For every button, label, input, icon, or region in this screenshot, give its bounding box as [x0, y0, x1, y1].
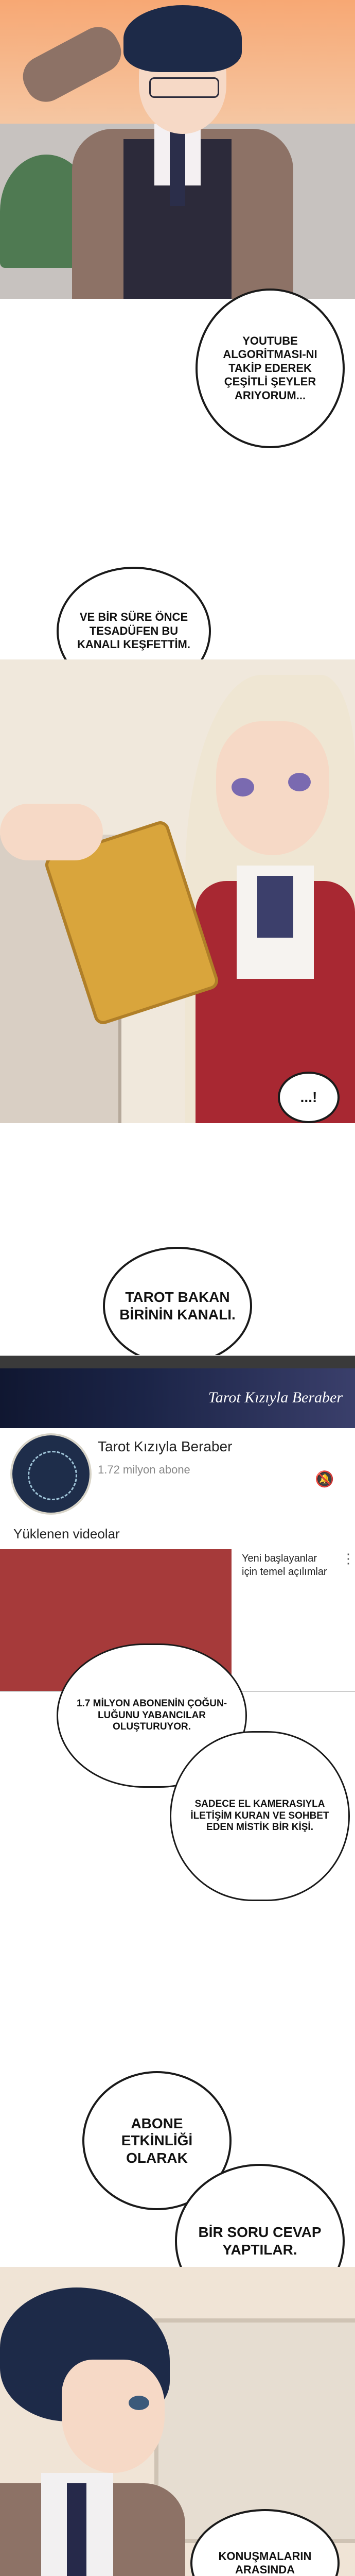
girl-eye-right — [288, 773, 311, 791]
girl-eye-left — [232, 778, 254, 796]
speech-bubble-4 — [103, 1247, 252, 1365]
more-vertical-icon[interactable]: ⋮ — [342, 1551, 355, 1566]
channel-banner — [0, 1368, 355, 1428]
banner-text: Tarot Kızıyla Beraber — [208, 1389, 343, 1406]
speech-text: BİR SORU CEVAP YAPTILAR. — [198, 2224, 322, 2258]
youtube-screen — [0, 1355, 355, 1692]
speech-bubble-1 — [196, 289, 345, 448]
girl-bow — [257, 876, 293, 938]
glasses-icon — [149, 77, 219, 98]
video-title[interactable]: Yeni başlayanlar için temel açılımlar — [242, 1553, 327, 1578]
character-arm — [16, 20, 129, 109]
speech-text: ABONE ETKİNLİĞİ OLARAK — [121, 2115, 193, 2166]
tarot-emblem-icon[interactable] — [10, 1433, 92, 1515]
panel-1 — [0, 0, 355, 299]
section-label: Yüklenen videolar — [13, 1526, 120, 1541]
subscriber-count: 1.72 milyon abone — [98, 1463, 190, 1476]
bell-off-icon[interactable]: 🔕 — [315, 1471, 334, 1488]
hand-holding-tablet — [0, 804, 103, 860]
speech-text: TAROT BAKAN BİRİNİN KANALI. — [119, 1289, 236, 1323]
boy-tie — [67, 2483, 86, 2576]
boy-eye — [129, 2396, 149, 2410]
panel-2 — [0, 659, 355, 1123]
character-hair — [123, 5, 242, 72]
character-tie — [170, 129, 185, 206]
speech-text: ...! — [300, 1089, 317, 1106]
boy-face — [62, 2360, 165, 2473]
speech-text: YOUTUBE ALGORİTMASI-NI TAKİP EDEREK ÇEŞİTLİ ŞEYLER ARIYORUM... — [223, 334, 317, 402]
caption-box-6 — [170, 1731, 350, 1901]
status-bar — [0, 1356, 355, 1368]
speech-text: KONUŞMALARIN ARASINDA — [218, 2549, 312, 2576]
speech-bubble-3 — [278, 1072, 340, 1123]
speech-text: VE BİR SÜRE ÖNCE TESADÜFEN BU KANALI KEŞFETTİM. — [77, 611, 190, 651]
caption-text: 1.7 MİLYON ABONENİN ÇOĞUN-LUĞUNU YABANCILAR OLUŞTURUYOR. — [76, 1698, 227, 1733]
channel-name[interactable]: Tarot Kızıyla Beraber — [98, 1438, 233, 1454]
caption-text: SADECE EL KAMERASIYLA İLETİŞİM KURAN VE SOHBET EDEN MİSTİK BİR KİŞİ. — [190, 1798, 329, 1833]
